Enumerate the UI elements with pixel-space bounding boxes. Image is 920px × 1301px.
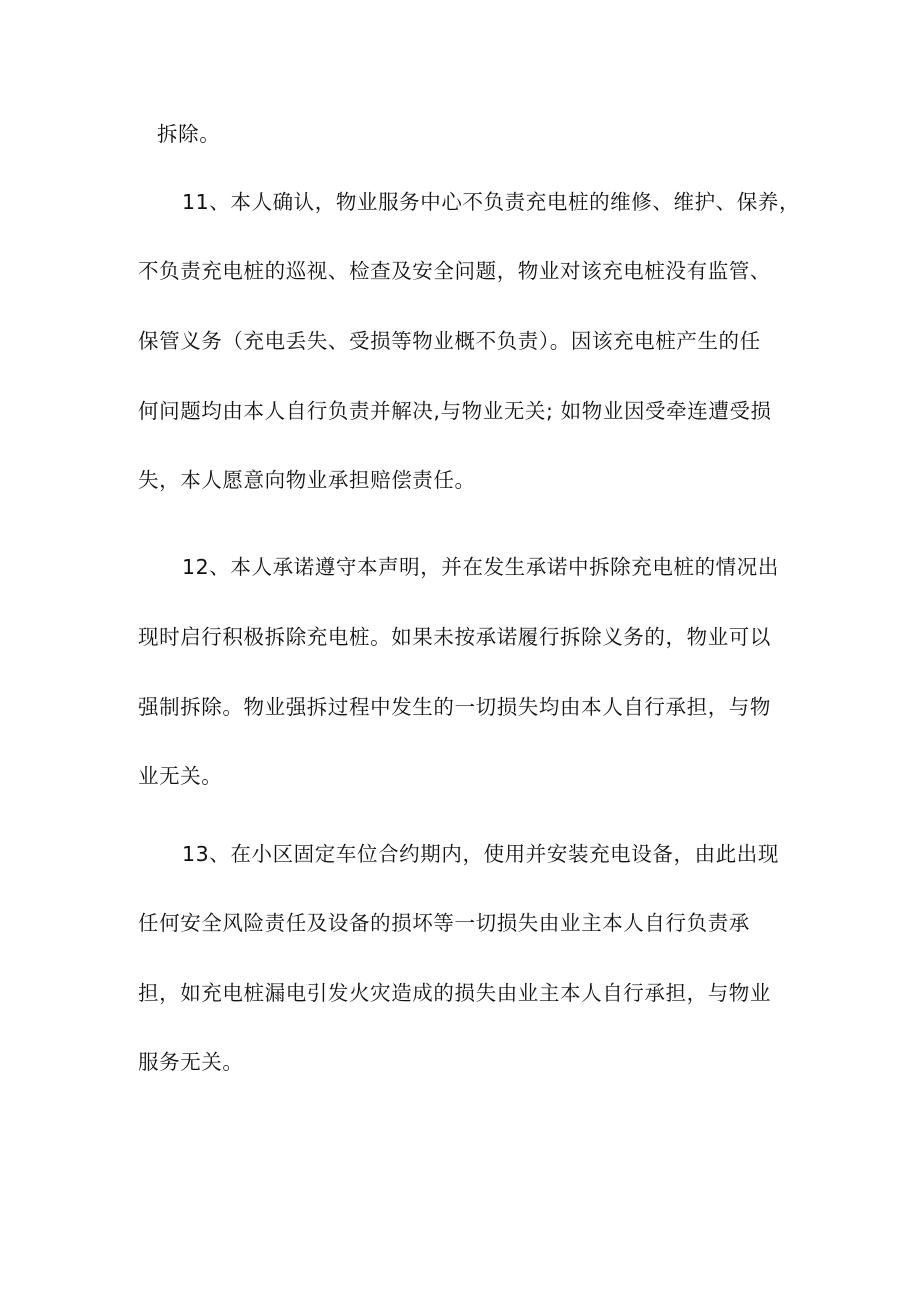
paragraph-13-line-3: 担，如充电桩漏电引发火灾造成的损失由业主本人自行承担，与物业 bbox=[138, 981, 771, 1005]
paragraph-11-line-3: 保管义务（充电丢失、受损等物业概不负责）。因该充电桩产生的任 bbox=[138, 329, 761, 353]
paragraph-11-line-2: 不负责充电桩的巡视、检查及安全问题，物业对该充电桩没有监管、 bbox=[138, 259, 771, 283]
paragraph-12-line-4: 业无关。 bbox=[138, 764, 223, 788]
paragraph-13-line-2: 任何安全风险责任及设备的损坏等一切损失由业主本人自行负责承 bbox=[138, 911, 750, 935]
paragraph-13-line-4: 服务无关。 bbox=[138, 1050, 244, 1074]
paragraph-12-line-3: 强制拆除。物业强拆过程中发生的一切损失均由本人自行承担，与物 bbox=[138, 695, 771, 719]
paragraph-11-line-1: 11、本人确认，物业服务中心不负责充电桩的维修、维护、保养， bbox=[182, 190, 801, 214]
paragraph-12-line-1: 12、本人承诺遵守本声明，并在发生承诺中拆除充电桩的情况出 bbox=[182, 555, 779, 579]
paragraph-13-line-1: 13、在小区固定车位合约期内，使用并安装充电设备，由此出现 bbox=[182, 842, 779, 866]
paragraph-10-line-end: 拆除。 bbox=[157, 122, 221, 146]
paragraph-11-line-4: 何问题均由本人自行负责并解决,与物业无关; 如物业因受牵连遭受损 bbox=[138, 399, 772, 423]
paragraph-12-line-2: 现时启行积极拆除充电桩。如果未按承诺履行拆除义务的，物业可以 bbox=[138, 625, 771, 649]
paragraph-11-line-5: 失，本人愿意向物业承担赔偿责任。 bbox=[138, 468, 476, 492]
